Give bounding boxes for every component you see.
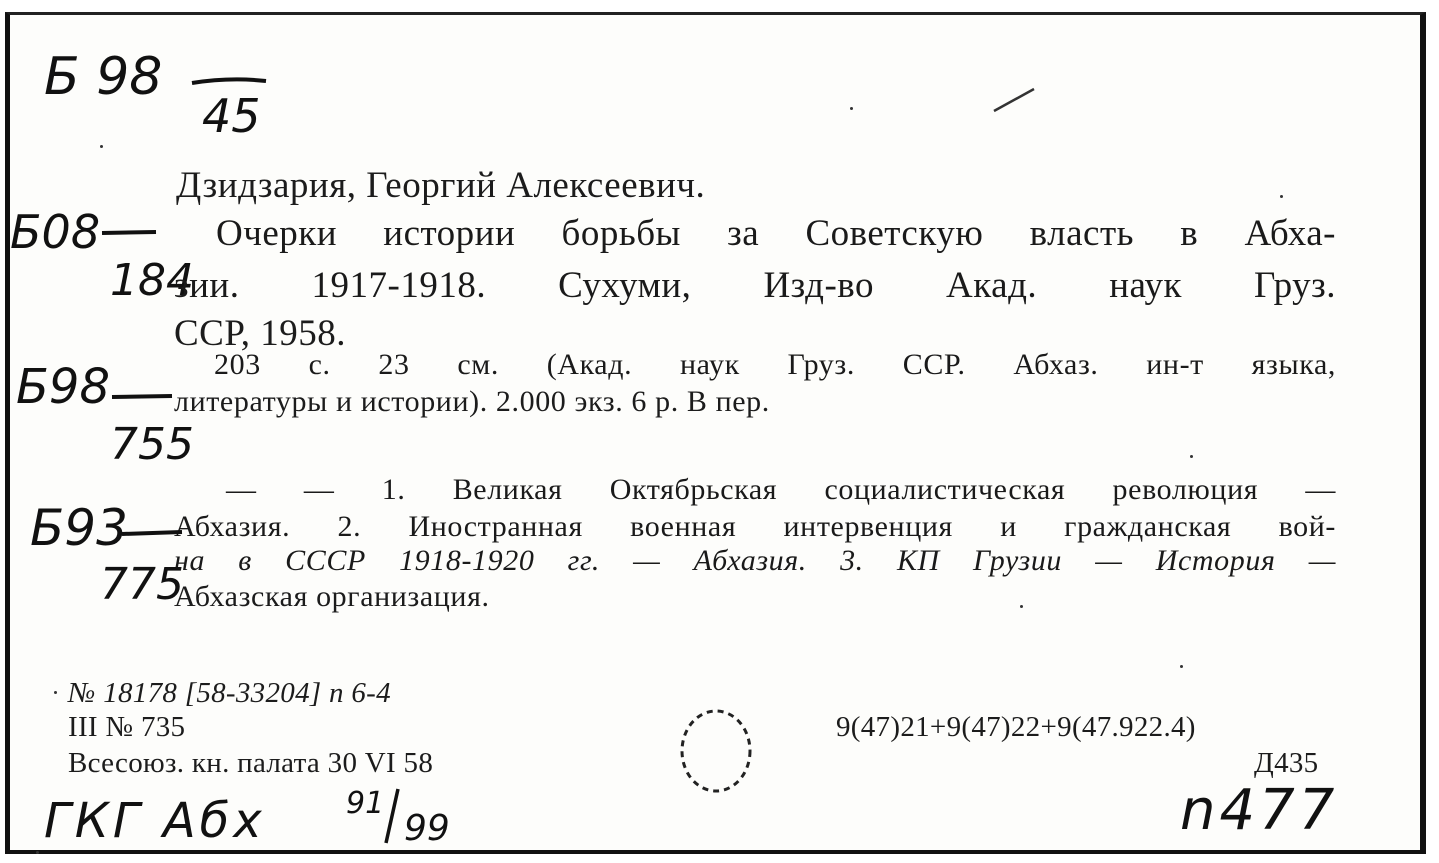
subjects-line-2: Абхазия. 2. Иностранная военная интервенция и гражданская вой- — [174, 510, 1336, 543]
series-number: III № 735 — [68, 711, 186, 743]
speck — [850, 107, 853, 110]
author-heading: Дзидзария, Георгий Алексеевич. — [176, 165, 706, 206]
speck — [1020, 605, 1023, 608]
shelf-mark-3-numerator: Б98 — [16, 359, 111, 415]
oval-stamp-mark — [672, 703, 762, 803]
shelf-mark-top-bar — [190, 75, 270, 89]
physical-description-line-2: литературы и истории). 2.000 экз. 6 р. В пер. — [174, 385, 770, 418]
speck — [1280, 195, 1283, 198]
title-line-2: зии. 1917-1918. Сухуми, Изд-во Акад. наук Груз. — [174, 265, 1336, 306]
shelf-mark-3-denominator: 755 — [110, 419, 194, 470]
subjects-line-4: Абхазская организация. — [174, 580, 490, 613]
shelf-mark-2-denominator: 184 — [110, 255, 194, 306]
shelf-mark-4-denominator: 775 — [100, 559, 184, 610]
registration-number: № 18178 [58-33204] п 6-4 — [68, 677, 391, 709]
title-line-3: ССР, 1958. — [174, 313, 347, 354]
subjects-line-3: на в СССР 1918-1920 гг. — Абхазия. 3. КП Грузии — История — — [174, 544, 1336, 577]
bottom-right-inscription: n477 — [1180, 778, 1339, 843]
bottom-fraction-denominator: 99 — [404, 808, 450, 849]
author-mark: Д435 — [1254, 747, 1319, 779]
title-line-1: Очерки истории борьбы за Советскую власть в Абха- — [216, 213, 1336, 254]
classification-index: 9(47)21+9(47)22+9(47.922.4) — [836, 711, 1196, 743]
shelf-mark-top-denominator: 45 — [202, 89, 261, 143]
shelf-mark-top-numerator: Б 98 — [44, 47, 163, 107]
bottom-fraction-slash — [382, 787, 402, 847]
book-chamber: Всесоюз. кн. палата 30 VI 58 — [68, 747, 434, 779]
speck — [1180, 665, 1183, 668]
speck — [100, 145, 103, 148]
shelf-mark-4-bar — [120, 527, 186, 539]
bottom-left-inscription: ГКГ Абх — [44, 793, 266, 849]
subjects-line-1: — — 1. Великая Октябрьская социалистическая революция — — [226, 473, 1336, 506]
speck — [54, 691, 57, 694]
shelf-mark-2-numerator: Б08 — [10, 205, 101, 259]
shelf-mark-4-numerator: Б93 — [30, 499, 128, 557]
bottom-fraction-numerator: 91 — [346, 786, 385, 821]
shelf-mark-2-bar — [100, 227, 160, 239]
physical-description-line-1: 203 с. 23 см. (Акад. наук Груз. ССР. Абхаз. ин-т языка, — [214, 348, 1336, 381]
catalog-card — [5, 12, 1426, 854]
speck — [36, 851, 39, 854]
speck — [1190, 455, 1193, 458]
pen-tick-mark — [990, 85, 1040, 115]
shelf-mark-3-bar — [110, 391, 176, 403]
